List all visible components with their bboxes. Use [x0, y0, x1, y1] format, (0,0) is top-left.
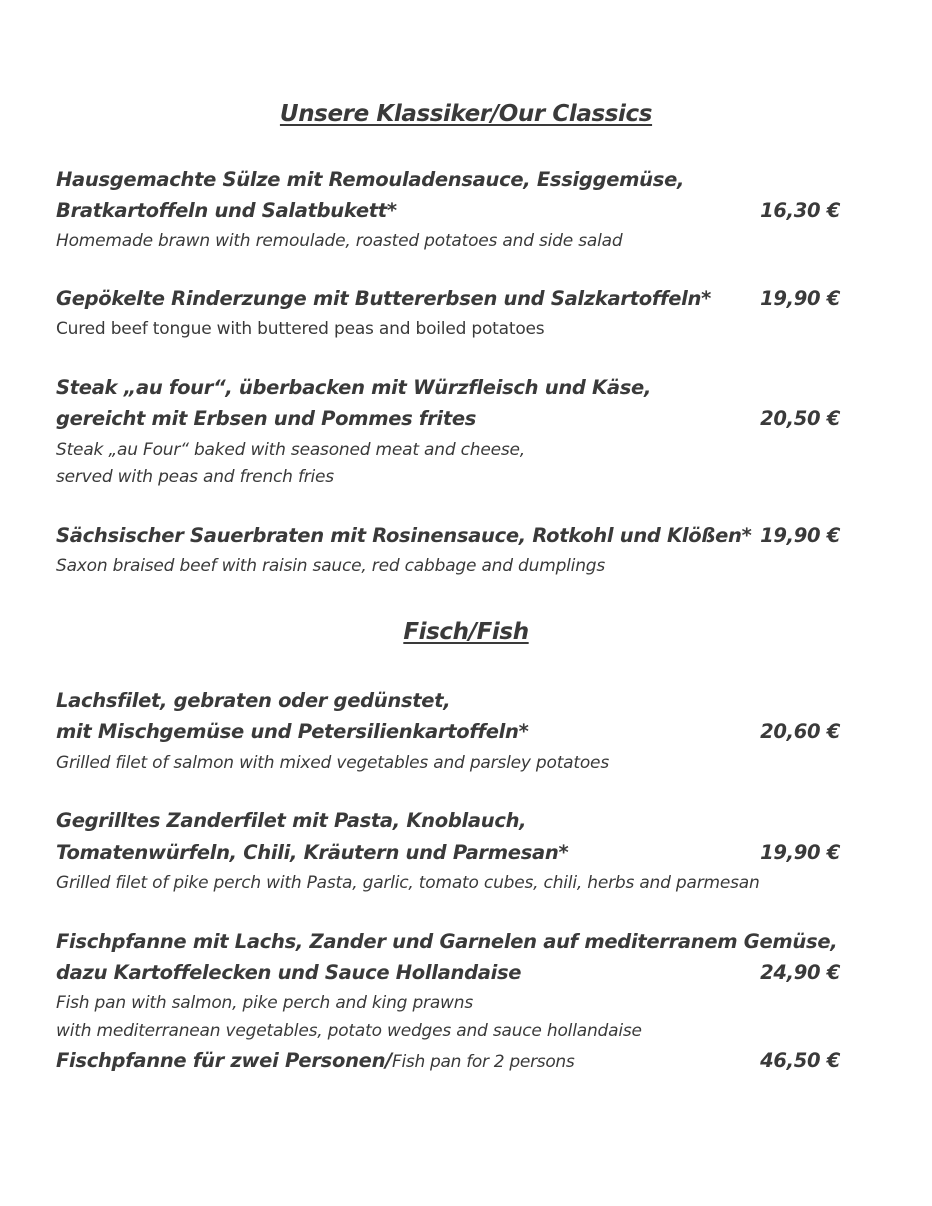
dish-name-line: dazu Kartoffelecken und Sauce Hollandaise [56, 961, 522, 984]
dish-name-line: Tomatenwürfeln, Chili, Kräutern und Parmesan* [56, 841, 569, 864]
dish-name-line: Fischpfanne mit Lachs, Zander und Garnelen auf mediterranem Gemüse, [56, 930, 838, 953]
dish-translation-line: Cured beef tongue with buttered peas and boiled potatoes [56, 319, 545, 339]
section-heading-classics: Unsere Klassiker/Our Classics [279, 101, 653, 127]
dish-price: 19,90 € [760, 841, 840, 864]
dish-name-line: Hausgemachte Sülze mit Remouladensauce, Essiggemüse, [56, 168, 685, 191]
section-heading-fish: Fisch/Fish [403, 619, 529, 645]
dish-name-line: mit Mischgemüse und Petersilienkartoffeln* [56, 720, 529, 743]
dish-translation-line: Homemade brawn with remoulade, roasted potatoes and side salad [56, 231, 623, 251]
dish-translation-line: Steak „au Four“ baked with seasoned meat and cheese, [56, 440, 525, 460]
dish-name-line: Gepökelte Rinderzunge mit Buttererbsen und Salzkartoffeln* [56, 287, 711, 310]
dish-translation-line: Saxon braised beef with raisin sauce, red cabbage and dumplings [56, 556, 606, 576]
dish-price: 20,60 € [760, 720, 840, 743]
dish-translation-line: Fish pan with salmon, pike perch and king prawns [56, 993, 473, 1013]
dish-name-line: Sächsischer Sauerbraten mit Rosinensauce, Rotkohl und Klößen* [56, 524, 752, 547]
dish-price: 16,30 € [760, 199, 840, 222]
dish-translation-line: with mediterranean vegetables, potato wedges and sauce hollandaise [56, 1021, 642, 1041]
dish-price: 20,50 € [760, 407, 840, 430]
dish-name-line: Gegrilltes Zanderfilet mit Pasta, Knoblauch, [56, 809, 527, 832]
dish-price: 24,90 € [760, 961, 840, 984]
dish-translation-line: Grilled filet of salmon with mixed vegetables and parsley potatoes [56, 753, 609, 773]
dish-name-line: Lachsfilet, gebraten oder gedünstet, [56, 689, 451, 712]
dish-price: 19,90 € [760, 287, 840, 310]
dish-translation-line: Grilled filet of pike perch with Pasta, garlic, tomato cubes, chili, herbs and parmesan [56, 873, 760, 893]
dish-name-line: Bratkartoffeln und Salatbukett* [56, 199, 397, 222]
dish-name-text: Fischpfanne für zwei Personen/ [56, 1049, 392, 1072]
dish-price: 46,50 € [760, 1049, 840, 1072]
dish-name-line: gereicht mit Erbsen und Pommes frites [56, 407, 477, 430]
dish-translation-line: served with peas and french fries [56, 467, 334, 487]
dish-name-line [56, 1049, 574, 1072]
dish-price: 19,90 € [760, 524, 840, 547]
dish-name-line: Steak „au four“, überbacken mit Würzfleisch und Käse, [56, 376, 652, 399]
dish-translation-inline: Fish pan for 2 persons [392, 1052, 575, 1072]
